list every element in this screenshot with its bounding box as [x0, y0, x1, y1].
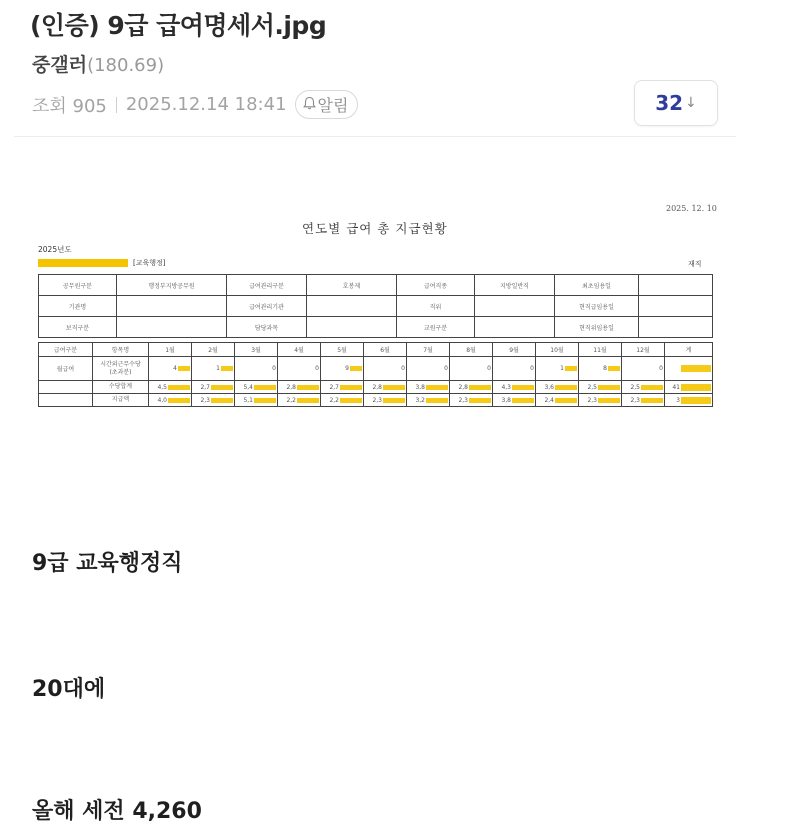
redacted-amount-highlight [426, 385, 448, 390]
monthly-pay-table [38, 342, 713, 407]
pay-group-cell: 월급여 [39, 357, 93, 381]
redacted-amount-highlight [598, 385, 620, 390]
pay-value-cell [235, 357, 278, 381]
info-cell: 최초임용일 [555, 275, 639, 296]
pay-value: 2,5 [587, 383, 597, 391]
pay-header-cell: 7월 [407, 343, 450, 357]
redacted-amount-highlight [469, 385, 491, 390]
info-cell: 급여관리기관 [227, 296, 307, 317]
pay-value: 1 [216, 365, 220, 372]
pay-header-cell: 4월 [278, 343, 321, 357]
pay-value: 3,6 [544, 383, 554, 391]
pay-header-cell: 10월 [536, 343, 579, 357]
pay-value-cell [278, 357, 321, 381]
pay-value-cell [622, 394, 665, 407]
pay-value-cell [192, 394, 235, 407]
pay-value-cell [364, 381, 407, 394]
pay-value: 5,1 [243, 396, 253, 404]
info-cell [117, 296, 227, 317]
header-divider [14, 136, 736, 137]
redacted-amount-highlight [350, 366, 362, 371]
pay-header-cell: 2월 [192, 343, 235, 357]
pay-value: 0 [444, 365, 448, 372]
pay-value-cell [493, 357, 536, 381]
doc-year: 2025년도 [38, 245, 72, 254]
info-cell: 지방일반직 [475, 275, 555, 296]
redacted-amount-highlight [608, 366, 620, 371]
pay-value-cell [407, 394, 450, 407]
redacted-amount-highlight [221, 366, 233, 371]
pay-header-cell: 5월 [321, 343, 364, 357]
pay-value-cell [364, 394, 407, 407]
info-cell [475, 317, 555, 338]
pay-value: 3,8 [415, 383, 425, 391]
redacted-amount-highlight [681, 384, 711, 391]
pay-value-cell [665, 381, 713, 394]
pay-item-cell: 수당합계 [93, 381, 149, 394]
info-cell: 보직구분 [39, 317, 117, 338]
pay-header-cell: 11월 [579, 343, 622, 357]
pay-header-row [39, 343, 713, 357]
pay-header-cell: 8월 [450, 343, 493, 357]
pay-header-cell: 3월 [235, 343, 278, 357]
info-cell: 교원구분 [397, 317, 475, 338]
info-cell [117, 317, 227, 338]
pay-row-allowance-total [39, 381, 713, 394]
pay-value: 0 [315, 365, 319, 372]
doc-employment-status: 재직 [688, 260, 702, 268]
redacted-amount-highlight [297, 398, 319, 403]
info-cell: 현직급임용일 [555, 296, 639, 317]
pay-group-cell [39, 394, 93, 407]
pay-value: 8 [603, 365, 607, 372]
pay-value-cell [450, 394, 493, 407]
pay-value: 9 [345, 365, 349, 372]
body-text-age: 20대에 [32, 677, 106, 702]
alarm-label: 알림 [317, 96, 349, 115]
upvote-button[interactable] [634, 80, 718, 126]
pay-value-cell [235, 381, 278, 394]
redacted-amount-highlight [681, 397, 711, 404]
pay-value-cell [493, 394, 536, 407]
author-name[interactable]: 중갤러 [32, 54, 88, 76]
info-cell [475, 296, 555, 317]
pay-value-cell [579, 381, 622, 394]
attached-payslip-image[interactable] [30, 196, 720, 426]
pay-value-cell [321, 357, 364, 381]
info-cell [307, 296, 397, 317]
pay-value: 2,2 [329, 396, 339, 404]
pay-value-cell [579, 357, 622, 381]
pay-value: 0 [401, 365, 405, 372]
pay-value: 4,3 [501, 383, 511, 391]
pay-value: 2,7 [200, 383, 210, 391]
pay-value: 3,8 [501, 396, 511, 404]
pay-header-cell: 9월 [493, 343, 536, 357]
redacted-amount-highlight [340, 398, 362, 403]
doc-department: [교육행정] [133, 259, 166, 267]
pay-row-paid-amount [39, 394, 713, 407]
redacted-amount-highlight [469, 398, 491, 403]
pay-value-cell [321, 381, 364, 394]
pay-value: 2,8 [458, 383, 468, 391]
pay-value: 5,4 [243, 383, 253, 391]
pay-value: 4 [173, 365, 177, 372]
info-cell: 급여직종 [397, 275, 475, 296]
redacted-amount-highlight [168, 398, 190, 403]
pay-value: 3 [676, 396, 680, 404]
redacted-amount-highlight [168, 385, 190, 390]
pay-header-cell: 1월 [149, 343, 192, 357]
info-cell: 담당과목 [227, 317, 307, 338]
redacted-amount-highlight [512, 398, 534, 403]
pay-value-cell [278, 394, 321, 407]
pay-value-cell [149, 357, 192, 381]
pay-value-cell [622, 357, 665, 381]
pay-value-cell [192, 381, 235, 394]
pay-value: 0 [530, 365, 534, 372]
upvote-count: 32 [655, 91, 684, 115]
info-row [39, 296, 713, 317]
pay-item-cell: 지급액 [93, 394, 149, 407]
redacted-amount-highlight [426, 398, 448, 403]
redacted-amount-highlight [598, 398, 620, 403]
redacted-amount-highlight [512, 385, 534, 390]
redacted-amount-highlight [254, 385, 276, 390]
redacted-amount-highlight [555, 385, 577, 390]
pay-value: 2,4 [544, 396, 554, 404]
info-row [39, 317, 713, 338]
view-count: 조회 905 [32, 95, 107, 117]
pay-value-cell [493, 381, 536, 394]
pay-value: 4,0 [157, 396, 167, 404]
redacted-amount-highlight [340, 385, 362, 390]
pay-value: 4,5 [157, 383, 167, 391]
post-title: (인증) 9급 급여명세서.jpg [30, 11, 327, 40]
pay-value-cell [149, 381, 192, 394]
pay-item-cell: 시간외근무수당 (초과분) [93, 357, 149, 381]
pay-header-cell: 항목명 [93, 343, 149, 357]
redacted-amount-highlight [641, 398, 663, 403]
redacted-amount-highlight [555, 398, 577, 403]
body-text-salary: 올해 세전 4,260 [32, 799, 202, 824]
info-cell [639, 296, 713, 317]
pay-value-cell [192, 357, 235, 381]
pay-value-cell [235, 394, 278, 407]
info-cell: 기관명 [39, 296, 117, 317]
pay-value: 2,3 [458, 396, 468, 404]
employee-info-table [38, 274, 713, 338]
pay-header-cell: 12월 [622, 343, 665, 357]
pay-value: 2,3 [630, 396, 640, 404]
author-ip: (180.69) [87, 55, 165, 76]
redacted-amount-highlight [211, 398, 233, 403]
pay-row-overtime [39, 357, 713, 381]
pay-value-cell [364, 357, 407, 381]
pay-value-cell [622, 381, 665, 394]
pay-value-cell [536, 394, 579, 407]
down-arrow-icon: ↓ [685, 95, 697, 111]
pay-value: 2,7 [329, 383, 339, 391]
pay-value: 2,3 [200, 396, 210, 404]
pay-value: 0 [487, 365, 491, 372]
pay-value: 2,5 [630, 383, 640, 391]
redacted-amount-highlight [211, 385, 233, 390]
pay-header-cell: 급여구분 [39, 343, 93, 357]
pay-value-cell [536, 357, 579, 381]
info-cell: 급여관리구분 [227, 275, 307, 296]
info-cell: 공무원구분 [39, 275, 117, 296]
pay-header-cell: 6월 [364, 343, 407, 357]
doc-date: 2025. 12. 10 [666, 204, 717, 213]
info-cell: 직위 [397, 296, 475, 317]
pay-value-cell [407, 381, 450, 394]
redacted-amount-highlight [565, 366, 577, 371]
author-info [32, 50, 164, 77]
pay-value-cell [665, 394, 713, 407]
redacted-amount-highlight [681, 365, 711, 372]
pay-value: 2,2 [286, 396, 296, 404]
pay-value-cell [536, 381, 579, 394]
pay-value: 1 [560, 365, 564, 372]
alarm-button[interactable] [295, 90, 359, 119]
body-text-position: 9급 교육행정직 [32, 551, 183, 576]
info-cell [639, 317, 713, 338]
redacted-amount-highlight [297, 385, 319, 390]
pay-value-cell [665, 357, 713, 381]
pay-value: 2,3 [587, 396, 597, 404]
pay-value: 0 [659, 365, 663, 372]
pay-group-cell [39, 381, 93, 394]
pay-value-cell [321, 394, 364, 407]
pay-value-cell [450, 381, 493, 394]
pay-value-cell [450, 357, 493, 381]
redacted-amount-highlight [641, 385, 663, 390]
doc-title: 연도별 급여 총 지급현황 [302, 221, 448, 236]
redacted-amount-highlight [383, 398, 405, 403]
pay-value-cell [278, 381, 321, 394]
pay-value-cell [407, 357, 450, 381]
pay-value: 2,3 [372, 396, 382, 404]
meta-divider [116, 97, 117, 113]
pay-header-cell: 계 [665, 343, 713, 357]
redacted-amount-highlight [178, 366, 190, 371]
pay-value-cell [579, 394, 622, 407]
pay-value: 2,8 [372, 383, 382, 391]
info-cell: 행정부지방공무원 [117, 275, 227, 296]
pay-value: 41 [672, 383, 680, 391]
info-row [39, 275, 713, 296]
post-meta [32, 90, 358, 119]
info-cell [639, 275, 713, 296]
info-cell [307, 317, 397, 338]
redacted-amount-highlight [383, 385, 405, 390]
info-cell: 현직위임용일 [555, 317, 639, 338]
pay-value-cell [149, 394, 192, 407]
redacted-name-highlight [38, 259, 128, 267]
redacted-amount-highlight [254, 398, 276, 403]
post-datetime: 2025.12.14 18:41 [125, 94, 287, 115]
bell-icon [303, 96, 316, 114]
pay-value: 2,8 [286, 383, 296, 391]
pay-value: 0 [272, 365, 276, 372]
info-cell: 호봉제 [307, 275, 397, 296]
pay-value: 3,2 [415, 396, 425, 404]
